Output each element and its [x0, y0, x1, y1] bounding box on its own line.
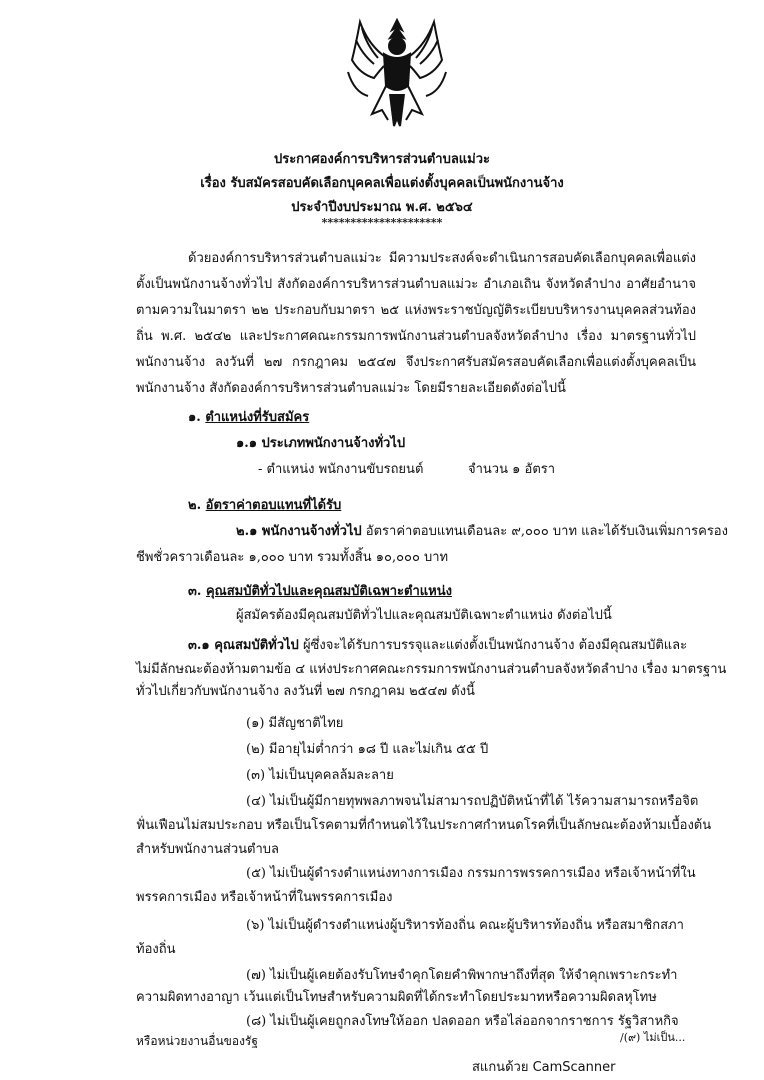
- title-line-3: ประจำปีงบประมาณ พ.ศ. ๒๕๖๔: [291, 200, 473, 215]
- section-2-heading: [188, 494, 341, 515]
- intro-paragraph: [136, 246, 696, 402]
- section-2-sub-text: อัตราค่าตอบแทนเดือนละ ๙,๐๐๐ บาท และได้รับเงินเพิ่มการครอง: [361, 524, 728, 539]
- garuda-emblem-icon: [338, 14, 456, 132]
- qualification-item-6: (๖) ไม่เป็นผู้ดำรงตำแหน่งผู้บริหารท้องถิ่น คณะผู้บริหารท้องถิ่น หรือสมาชิกสภา: [246, 918, 684, 933]
- section-3-sub-cont-1: ไม่มีลักษณะต้องห้ามตามข้อ ๔ แห่งประกาศคณะกรรมการพนักงานส่วนตำบลจังหวัดลำปาง เรื่อง มาตรฐาน: [136, 662, 727, 677]
- section-2-sub: [236, 520, 728, 541]
- section-3-title: คุณสมบัติทั่วไปและคุณสมบัติเฉพาะตำแหน่ง: [205, 584, 452, 599]
- position-count: จำนวน ๑ อัตรา: [468, 462, 556, 477]
- section-3-sub-cont-2: ทั่วไปเกี่ยวกับพนักงานจ้าง ลงวันที่ ๒๗ กรกฎาคม ๒๕๔๗ ดังนี้: [136, 684, 475, 699]
- title-line-1: ประกาศองค์การบริหารส่วนตำบลแม่วะ: [273, 152, 491, 167]
- section-3-lead: ผู้สมัครต้องมีคุณสมบัติทั่วไปและคุณสมบัติเฉพาะตำแหน่ง ดังต่อไปนี้: [236, 608, 612, 623]
- section-3-sub-title: ๓.๑ คุณสมบัติทั่วไป: [188, 638, 299, 653]
- qualification-item-6-cont: ท้องถิ่น: [136, 942, 176, 957]
- intro-text: ด้วยองค์การบริหารส่วนตำบลแม่วะ มีความประสงค์จะดำเนินการสอบคัดเลือกบุคคลเพื่อแต่งตั้งเป็นพนักงานจ้างทั่วไป สังกัดองค์การบริหารส่วนตำบลแม่วะ อำเภอเถิน จังหวัดลำปาง อาศัยอำนาจตามความในมาตรา ๒๒ ประกอบกับมาตรา ๒๕ แห่งพระราชบัญญัติระเบียบบริหารงานบุคคลส่วนท้องถิ่น พ.ศ. ๒๕๔๒ และประกาศคณะกรรมการพนักงานส่วนตำบลจังหวัดลำปาง เรื่อง มาตรฐานทั่วไปพนักงานจ้าง ลงวันที่ ๒๗ กรกฎาคม ๒๕๔๗ จึงประกาศรับสมัครสอบคัดเลือกเพื่อแต่งตั้งบุคคลเป็นพนักงานจ้าง สังกัดองค์การบริหารส่วนตำบลแม่วะ โดยมีรายละเอียดดังต่อไปนี้: [136, 251, 696, 396]
- section-2-cont: ชีพชั่วคราวเดือนละ ๑,๐๐๐ บาท รวมทั้งสิ้น ๑๐,๐๐๐ บาท: [136, 550, 449, 565]
- qualification-item-5-cont: พรรคการเมือง หรือเจ้าหน้าที่ในพรรคการเมือง: [136, 890, 393, 905]
- qualification-item-4-cont-2: สำหรับพนักงานส่วนตำบล: [136, 842, 279, 857]
- title-line-2: เรื่อง รับสมัครสอบคัดเลือกบุคคลเพื่อแต่งตั้งบุคคลเป็นพนักงานจ้าง: [200, 176, 564, 191]
- section-1-sub: ๑.๑ ประเภทพนักงานจ้างทั่วไป: [236, 436, 406, 451]
- section-2-title: อัตราค่าตอบแทนที่ได้รับ: [205, 498, 342, 513]
- section-2-number: ๒.: [188, 498, 202, 513]
- qualification-item-5: (๕) ไม่เป็นผู้ดำรงตำแหน่งทางการเมือง กรรมการพรรคการเมือง หรือเจ้าหน้าที่ใน: [246, 866, 696, 881]
- section-2-sub-title: ๒.๑ พนักงานจ้างทั่วไป: [236, 524, 362, 539]
- qualification-item-1: (๑) มีสัญชาติไทย: [246, 716, 344, 731]
- section-1-heading: [188, 406, 309, 427]
- section-3-sub: [188, 634, 687, 655]
- position-name: - ตำแหน่ง พนักงานขับรถยนต์: [258, 462, 424, 477]
- section-1-title: ตำแหน่งที่รับสมัคร: [205, 410, 310, 425]
- qualification-item-8-cont: หรือหน่วยงานอื่นของรัฐ: [136, 1034, 258, 1048]
- qualification-item-4: (๔) ไม่เป็นผู้มีกายทุพพลภาพจนไม่สามารถปฏิบัติหน้าที่ได้ ไร้ความสามารถหรือจิต: [246, 794, 699, 809]
- section-1-number: ๑.: [188, 410, 201, 425]
- qualification-item-7: (๗) ไม่เป็นผู้เคยต้องรับโทษจำคุกโดยคำพิพากษาถึงที่สุด ให้จำคุกเพราะกระทำ: [246, 968, 678, 983]
- scanner-footer: สแกนด้วย CamScanner: [472, 1060, 616, 1075]
- qualification-item-3: (๓) ไม่เป็นบุคคลล้มละลาย: [246, 768, 394, 783]
- qualification-item-7-cont: ความผิดทางอาญา เว้นแต่เป็นโทษสำหรับความผิดที่ได้กระทำโดยประมาทหรือความผิดลหุโทษ: [136, 990, 657, 1005]
- qualification-item-8: (๘) ไม่เป็นผู้เคยถูกลงโทษให้ออก ปลดออก หรือไล่ออกจากราชการ รัฐวิสาหกิจ: [246, 1014, 679, 1029]
- qualification-item-2: (๒) มีอายุไม่ต่ำกว่า ๑๘ ปี และไม่เกิน ๕๕ ปี: [246, 742, 489, 757]
- qualification-item-4-cont-1: ฟั่นเฟือนไม่สมประกอบ หรือเป็นโรคตามที่กำหนดไว้ในประกาศกำหนดโรคที่เป็นลักษณะต้องห้ามเบื้องต้น: [136, 818, 712, 833]
- section-3-heading: [188, 580, 452, 601]
- continuation-marker: /(๙) ไม่เป็น...: [620, 1031, 686, 1044]
- section-3-sub-text: ผู้ซึ่งจะได้รับการบรรจุและแต่งตั้งเป็นพนักงานจ้าง ต้องมีคุณสมบัติและ: [298, 638, 688, 653]
- title-separator: *********************: [321, 216, 443, 229]
- section-3-number: ๓.: [188, 584, 202, 599]
